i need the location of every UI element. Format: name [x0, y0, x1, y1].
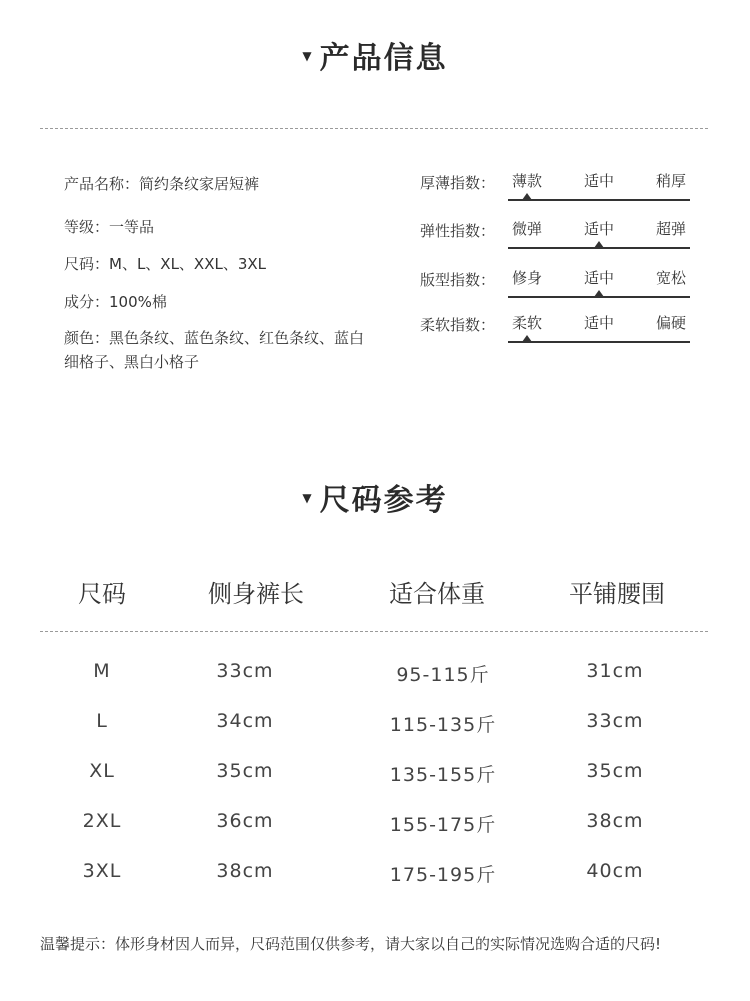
- scale-marker-icon: [594, 241, 604, 248]
- divider: [40, 631, 708, 632]
- size-reference-title-text: 尺码参考: [319, 483, 448, 518]
- scale-marker-icon: [522, 193, 532, 200]
- scale-option: 偏硬: [656, 314, 687, 332]
- scale-line: [508, 199, 690, 201]
- scale-option: 超弹: [656, 220, 687, 238]
- table-cell: 38cm: [216, 860, 274, 882]
- table-header-length: 侧身裤长: [208, 580, 304, 608]
- scale-option: 适中: [584, 269, 615, 287]
- scale-softness: [420, 310, 700, 350]
- table-cell: 33cm: [216, 660, 274, 682]
- table-row: [0, 710, 750, 740]
- scale-option: 宽松: [656, 269, 687, 287]
- product-info-title-text: 产品信息: [319, 41, 448, 76]
- table-cell: 40cm: [586, 860, 644, 882]
- table-header-weight: 适合体重: [389, 580, 485, 608]
- scale-option: 柔软: [512, 314, 543, 332]
- info-grade: 等级：一等品: [64, 218, 155, 236]
- size-reference-title: [0, 475, 750, 519]
- scale-line: [508, 341, 690, 343]
- table-cell: 35cm: [586, 760, 644, 782]
- scale-thickness: [420, 168, 700, 208]
- scale-option: 修身: [512, 269, 543, 287]
- scale-option: 适中: [584, 172, 615, 190]
- scale-option: 稍厚: [656, 172, 687, 190]
- scale-option: 微弹: [512, 220, 543, 238]
- table-cell: 38cm: [586, 810, 644, 832]
- scale-label: 厚薄指数：: [420, 174, 496, 192]
- scale-option: 适中: [584, 314, 615, 332]
- info-material: 成分：100%棉: [64, 293, 167, 311]
- table-cell: XL: [89, 760, 115, 782]
- table-row: [0, 810, 750, 840]
- table-cell: 175-195斤: [389, 864, 497, 886]
- scale-fit: [420, 265, 700, 305]
- table-cell: 135-155斤: [389, 764, 497, 786]
- scale-marker-icon: [594, 290, 604, 297]
- table-cell: M: [93, 660, 111, 682]
- scale-marker-icon: [522, 335, 532, 342]
- table-cell: 155-175斤: [389, 814, 497, 836]
- triangle-down-icon: ▼: [302, 490, 314, 505]
- table-row: [0, 660, 750, 690]
- scale-option: 适中: [584, 220, 615, 238]
- table-row: [0, 860, 750, 890]
- info-sizes: 尺码：M、L、XL、XXL、3XL: [64, 255, 267, 273]
- divider: [40, 128, 708, 129]
- table-cell: 2XL: [82, 810, 122, 832]
- table-cell: 36cm: [216, 810, 274, 832]
- table-cell: 33cm: [586, 710, 644, 732]
- scale-option: 薄款: [512, 172, 543, 190]
- table-cell: 95-115斤: [396, 664, 490, 686]
- table-cell: 31cm: [586, 660, 644, 682]
- scale-label: 弹性指数：: [420, 222, 496, 240]
- triangle-down-icon: ▼: [302, 48, 314, 63]
- table-cell: 115-135斤: [389, 714, 497, 736]
- table-row: [0, 760, 750, 790]
- table-cell: 35cm: [216, 760, 274, 782]
- table-cell: 34cm: [216, 710, 274, 732]
- footer-note: 温馨提示：体形身材因人而异，尺码范围仅供参考，请大家以自己的实际情况选购合适的尺码!: [40, 935, 662, 953]
- table-header-waist: 平铺腰围: [569, 580, 665, 608]
- info-colors: 颜色：黑色条纹、蓝色条纹、红色条纹、蓝白细格子、黑白小格子: [64, 329, 365, 371]
- info-name: 产品名称：简约条纹家居短裤: [64, 175, 260, 193]
- scale-label: 柔软指数：: [420, 316, 496, 334]
- table-header-size: 尺码: [78, 580, 126, 608]
- product-info-title: [0, 33, 750, 77]
- table-cell: L: [96, 710, 108, 732]
- scale-label: 版型指数：: [420, 271, 496, 289]
- table-cell: 3XL: [82, 860, 122, 882]
- scale-elasticity: [420, 216, 700, 256]
